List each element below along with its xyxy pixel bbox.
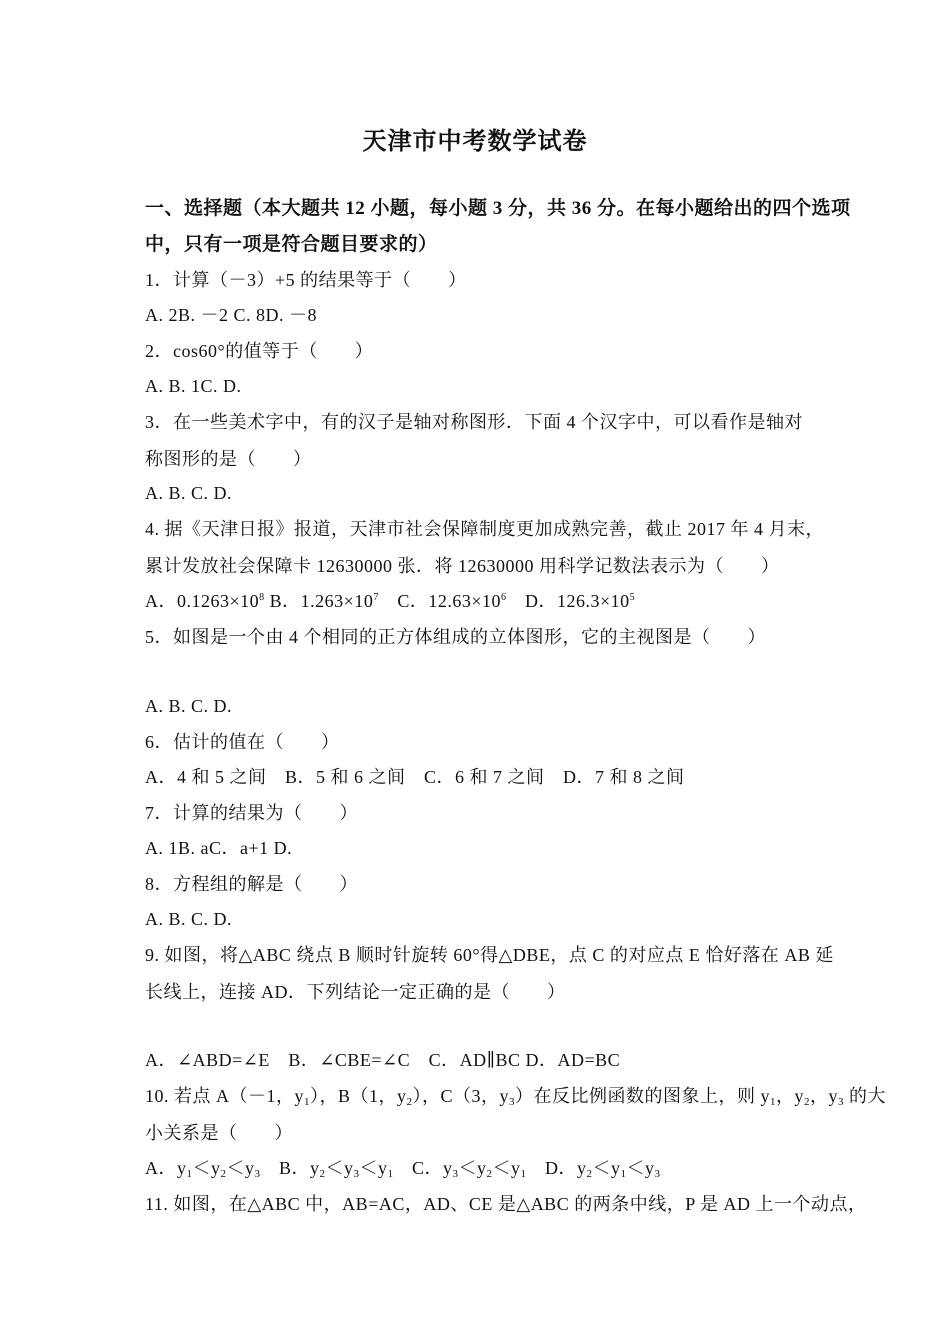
question-10-options xyxy=(145,1156,661,1180)
q4-exponent-c: 6 xyxy=(501,592,507,603)
section-heading-line2: 中，只有一项是符合题目要求的） xyxy=(145,234,438,255)
question-11-stem-line1: 11. 如图，在△ABC 中，AB=AC，AD、CE 是△ABC 的两条中线，P 是 AD 上一个动点， xyxy=(145,1194,867,1214)
q10-opt-b-sub-1: 2 xyxy=(319,1168,326,1180)
question-6-options: A．4 和 5 之间 B．5 和 6 之间 C．6 和 7 之间 D．7 和 8 之间 xyxy=(145,767,685,787)
q10-opt-a-1: A．y xyxy=(145,1158,187,1178)
section-heading-line1: 一、选择题（本大题共 12 小题，每小题 3 分，共 36 分。在每小题给出的四个选项 xyxy=(145,198,851,219)
q10-opt-c-sub-2: 2 xyxy=(486,1168,493,1180)
q10-opt-b-sub-3: 1 xyxy=(387,1168,394,1180)
question-4-stem-line1: 4. 据《天津日报》报道，天津市社会保障制度更加成熟完善，截止 2017 年 4 月末， xyxy=(145,519,824,539)
q10-opt-a-2: ＜y xyxy=(192,1158,221,1178)
q4-exponent-b: 7 xyxy=(373,592,379,603)
q10-opt-c-1: C．y xyxy=(393,1158,453,1178)
q10-opt-b-sub-2: 3 xyxy=(353,1168,360,1180)
q10-sub-2: 2 xyxy=(406,1096,413,1108)
q10-sub-4: 1 xyxy=(770,1096,777,1108)
question-4-options xyxy=(145,589,635,613)
q10-opt-d-3: ＜y xyxy=(626,1158,655,1178)
q10-opt-c-3: ＜y xyxy=(492,1158,521,1178)
q10-opt-c-sub-3: 1 xyxy=(520,1168,527,1180)
q10-opt-b-3: ＜y xyxy=(359,1158,388,1178)
q10-opt-a-sub-3: 3 xyxy=(254,1168,261,1180)
q10-sub-3: 3 xyxy=(509,1096,516,1108)
q10-sub-1: 1 xyxy=(304,1096,310,1108)
q10-opt-d-1: D．y xyxy=(526,1158,587,1178)
q4-exponent-d: 5 xyxy=(629,592,636,603)
q10-opt-a-3: ＜y xyxy=(226,1158,255,1178)
q10-opt-d-2: ＜y xyxy=(592,1158,621,1178)
q10-opt-a-sub-2: 2 xyxy=(220,1168,227,1180)
q4-option-d: D．126.3×10 xyxy=(506,591,630,611)
q10-text-7: 的大 xyxy=(844,1086,887,1106)
question-3-stem-line2: 称图形的是（ ） xyxy=(145,449,312,469)
q10-opt-c-2: ＜y xyxy=(458,1158,487,1178)
q10-text-1: 10. 若点 A（－1，y xyxy=(145,1086,304,1106)
q10-text-5: ，y xyxy=(776,1086,805,1106)
q10-text-3: ），C（3，y xyxy=(412,1086,510,1106)
question-2-stem: 2．cos60°的值等于（ ） xyxy=(145,341,374,361)
question-2-options: A. B. 1C. D. xyxy=(145,376,242,396)
question-9-options: A．∠ABD=∠E B．∠CBE=∠C C．AD∥BC D．AD=BC xyxy=(145,1050,621,1070)
q10-text-6: ，y xyxy=(810,1086,839,1106)
question-7-options: A. 1B. aC．a+1 D. xyxy=(145,838,293,858)
page-title: 天津市中考数学试卷 xyxy=(362,129,588,155)
question-5-stem: 5．如图是一个由 4 个相同的正方体组成的立体图形，它的主视图是（ ） xyxy=(145,627,766,647)
q10-sub-5: 2 xyxy=(804,1096,811,1108)
question-1-stem: 1．计算（－3）+5 的结果等于（ ） xyxy=(145,270,467,290)
question-1-options: A. 2B. －2 C. 8D. －8 xyxy=(145,305,318,325)
question-6-stem: 6．估计的值在（ ） xyxy=(145,732,340,752)
question-10-stem-line2: 小关系是（ ） xyxy=(145,1123,293,1143)
question-7-stem: 7．计算的结果为（ ） xyxy=(145,803,358,823)
question-8-stem: 8．方程组的解是（ ） xyxy=(145,874,358,894)
q10-opt-a-sub-1: 1 xyxy=(186,1168,193,1180)
q10-opt-d-sub-2: 1 xyxy=(620,1168,627,1180)
q4-option-b: B．1.263×10 xyxy=(264,591,374,611)
q10-opt-b-1: B．y xyxy=(260,1158,320,1178)
q4-option-a: A．0.1263×10 xyxy=(145,591,260,611)
question-9-stem-line1: 9. 如图，将△ABC 绕点 B 顺时针旋转 60°得△DBE，点 C 的对应点 E 恰好落在 AB 延 xyxy=(145,945,834,965)
q4-option-c: C．12.63×10 xyxy=(378,591,501,611)
q10-opt-c-sub-1: 3 xyxy=(452,1168,459,1180)
q4-exponent-a: 8 xyxy=(259,592,265,603)
question-8-options: A. B. C. D. xyxy=(145,909,233,929)
q10-text-2: ），B（1，y xyxy=(310,1086,407,1106)
question-10-stem-line1 xyxy=(145,1084,886,1108)
q10-sub-6: 3 xyxy=(838,1096,845,1108)
q10-opt-d-sub-3: 3 xyxy=(654,1168,661,1180)
q10-opt-d-sub-1: 2 xyxy=(586,1168,593,1180)
question-4-stem-line2: 累计发放社会保障卡 12630000 张．将 12630000 用科学记数法表示为（ ） xyxy=(145,556,780,576)
q10-text-4: ）在反比例函数的图象上，则 y xyxy=(515,1086,771,1106)
question-5-options: A. B. C. D. xyxy=(145,696,233,716)
q10-opt-b-2: ＜y xyxy=(325,1158,354,1178)
question-3-stem-line1: 3．在一些美术字中，有的汉子是轴对称图形．下面 4 个汉字中，可以看作是轴对 xyxy=(145,412,803,432)
question-3-options: A. B. C. D. xyxy=(145,483,233,503)
question-9-stem-line2: 长线上，连接 AD．下列结论一定正确的是（ ） xyxy=(145,982,566,1002)
